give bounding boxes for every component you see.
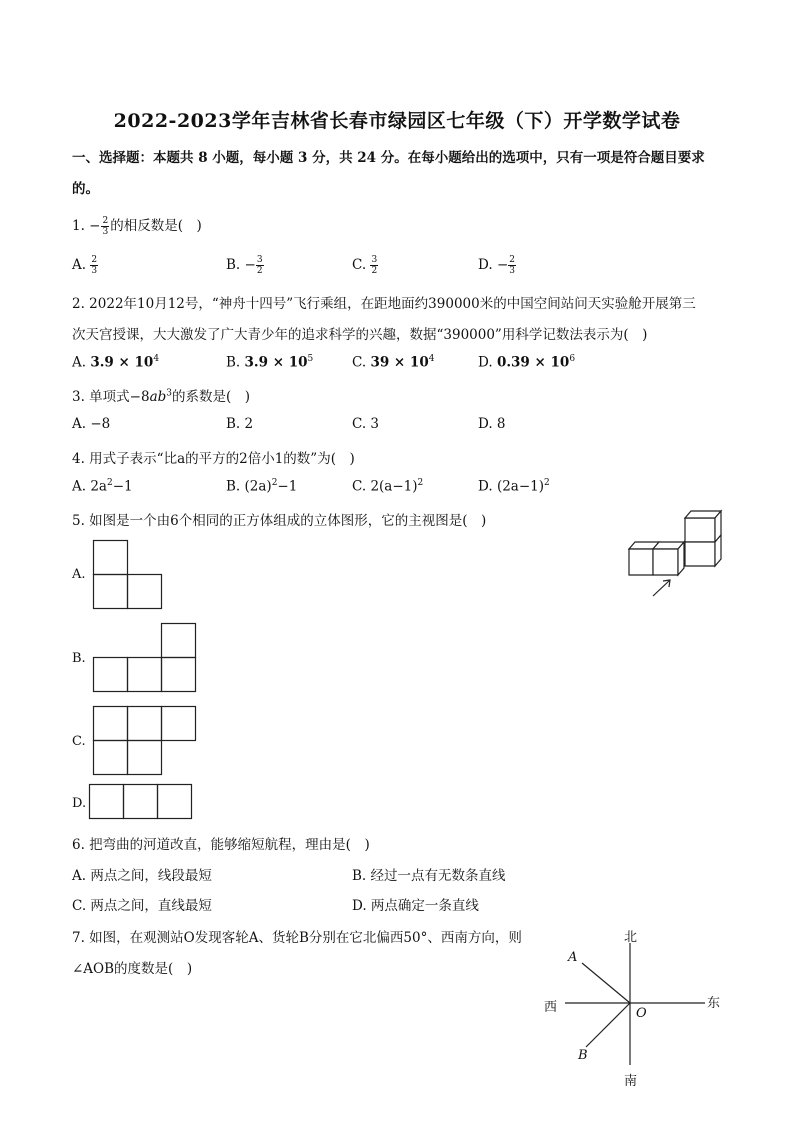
ray-oa (582, 963, 630, 1003)
q5-option-a-label[interactable]: A. (72, 567, 86, 582)
q3-option-a[interactable]: A. −8 (72, 416, 111, 432)
q5-option-b-label[interactable]: B. (72, 651, 86, 666)
question-6: 6. 把弯曲的河道改直，能够缩短航程，理由是( ) (72, 837, 370, 853)
q2-option-d[interactable]: D. $0.39 \times 10^6$ (478, 354, 576, 371)
q1-fraction: $\frac{2}{3}$ (102, 216, 109, 237)
q4-option-b[interactable]: B. $(2a)^2-1$ (226, 478, 298, 495)
point-o-label: O (636, 1006, 647, 1021)
q3-option-c[interactable]: C. 3 (352, 416, 380, 432)
q4-option-c[interactable]: C. $2(a-1)^2$ (352, 478, 424, 495)
q1-option-d[interactable]: D. − $\frac{2}{3}$ (478, 255, 515, 276)
section-header-line2: 的。 (72, 181, 99, 197)
q1-option-b[interactable]: B. − $\frac{3}{2}$ (226, 255, 263, 276)
point-a-label: A (568, 950, 578, 965)
question-7-line2: ∠AOB的度数是( ) (72, 961, 193, 977)
q6-option-c[interactable]: C. 两点之间，直线最短 (72, 898, 212, 914)
question-5: 5. 如图是一个由6个相同的正方体组成的立体图形，它的主视图是( ) (72, 513, 487, 529)
q3-option-d[interactable]: D. 8 (478, 416, 506, 432)
point-b-label: B (578, 1048, 588, 1063)
q1-option-a[interactable]: A. $\frac{2}{3}$ (72, 255, 98, 276)
west-label: 西 (544, 1000, 558, 1015)
q5-option-c-label[interactable]: C. (72, 734, 86, 749)
q2-option-c[interactable]: C. $39 \times 10^4$ (352, 354, 435, 371)
q5-option-b-figure[interactable] (93, 623, 197, 693)
q6-option-a[interactable]: A. 两点之间，线段最短 (72, 868, 212, 884)
q2-option-a[interactable]: A. $3.9 \times 10^4$ (72, 354, 160, 371)
question-1: 1. − $\frac{2}{3}$ 的相反数是( ) (72, 216, 202, 237)
question-2-line2: 次天宫授课，大大激发了广大青少年的追求科学的兴趣，数据“390000”用科学记数法表示为( ) (72, 327, 648, 343)
section-header-line1: 一、选择题：本题共 8 小题，每小题 3 分，共 24 分。在每小题给出的选项中，只有一项是符合题目要求 (72, 150, 705, 166)
south-label: 南 (624, 1074, 638, 1089)
q4-option-d[interactable]: D. $(2a-1)^2$ (478, 478, 550, 495)
q7-compass-diagram (540, 925, 730, 1090)
question-2-line1: 2. 2022年10月12号，“神舟十四号”飞行乘组，在距地面约390000米的中国空间站问天实验舱开展第三 (72, 296, 696, 312)
question-4: 4. 用式子表示“比a的平方的2倍小1的数”为( ) (72, 451, 355, 467)
page-title: 2022-2023学年吉林省长春市绿园区七年级（下）开学数学试卷 (113, 110, 681, 132)
north-label: 北 (624, 930, 638, 945)
east-label: 东 (707, 996, 721, 1011)
question-3: 3. 单项式$-8ab^3$的系数是( ) (72, 388, 251, 405)
ray-ob (586, 1003, 630, 1047)
q5-option-d-label[interactable]: D. (72, 796, 87, 811)
q3-option-b[interactable]: B. 2 (226, 416, 254, 432)
q4-option-a[interactable]: A. $2a^2-1$ (72, 478, 133, 495)
q1-option-c[interactable]: C. $\frac{3}{2}$ (352, 255, 378, 276)
q5-option-d-figure[interactable] (89, 784, 193, 820)
q5-solid-figure (624, 508, 724, 602)
q5-option-a-figure[interactable] (93, 540, 163, 610)
q6-option-d[interactable]: D. 两点确定一条直线 (352, 898, 479, 914)
q5-option-c-figure[interactable] (93, 706, 197, 776)
q2-option-b[interactable]: B. $3.9 \times 10^5$ (226, 354, 314, 371)
q6-option-b[interactable]: B. 经过一点有无数条直线 (352, 868, 506, 884)
question-7-line1: 7. 如图，在观测站O发现客轮A、货轮B分别在它北偏西50°、西南方向，则 (72, 930, 522, 946)
